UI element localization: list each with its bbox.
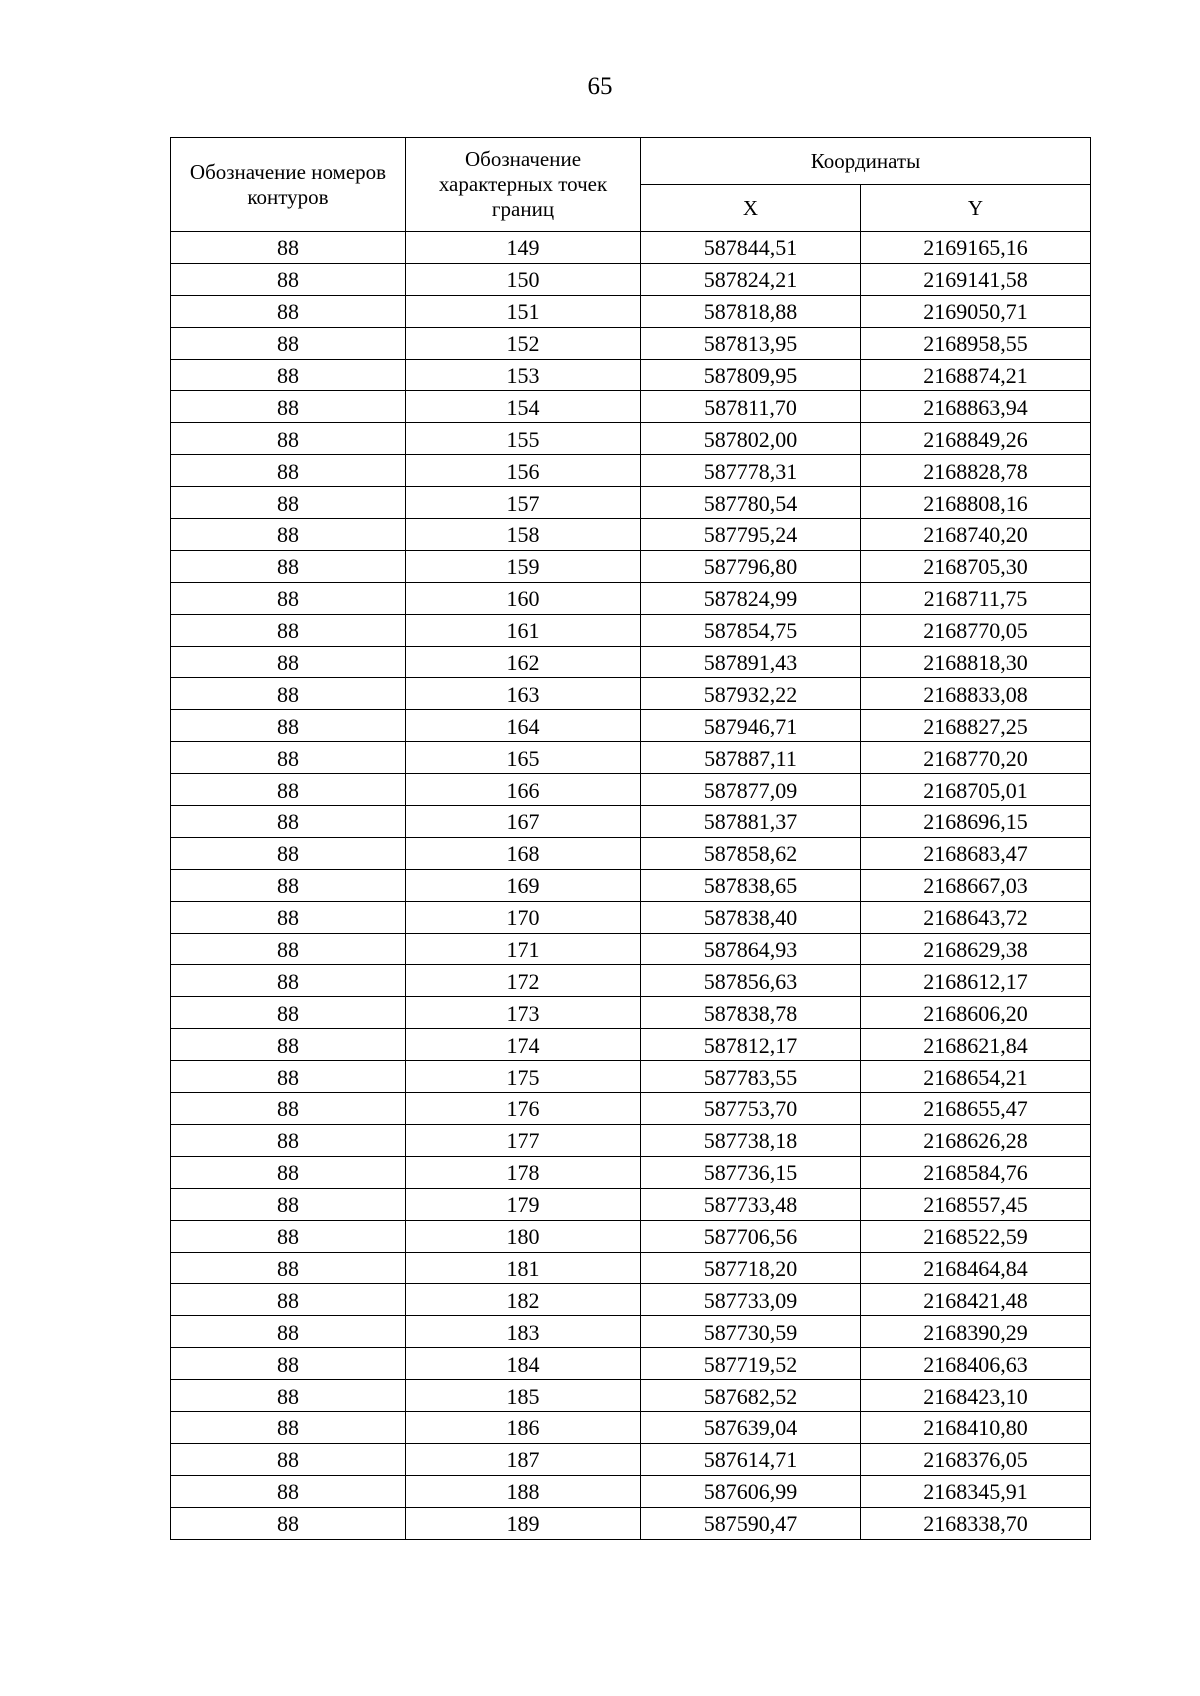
cell-contour-number: 88 [171,1475,406,1507]
cell-point-designation: 171 [406,933,641,965]
cell-x-coordinate: 587736,15 [641,1156,861,1188]
cell-point-designation: 150 [406,263,641,295]
cell-y-coordinate: 2168705,01 [861,774,1091,806]
cell-contour-number: 88 [171,1348,406,1380]
cell-y-coordinate: 2168833,08 [861,678,1091,710]
cell-point-designation: 187 [406,1443,641,1475]
cell-point-designation: 188 [406,1475,641,1507]
cell-point-designation: 174 [406,1029,641,1061]
cell-x-coordinate: 587824,21 [641,263,861,295]
cell-y-coordinate: 2168696,15 [861,806,1091,838]
cell-contour-number: 88 [171,455,406,487]
cell-y-coordinate: 2168808,16 [861,487,1091,519]
cell-point-designation: 156 [406,455,641,487]
cell-contour-number: 88 [171,1124,406,1156]
table-row [171,1061,1091,1093]
cell-contour-number: 88 [171,295,406,327]
header-point-designation: Обозначение характерных точек границ [406,138,641,232]
cell-contour-number: 88 [171,678,406,710]
cell-y-coordinate: 2168410,80 [861,1411,1091,1443]
cell-point-designation: 179 [406,1188,641,1220]
cell-y-coordinate: 2168464,84 [861,1252,1091,1284]
cell-contour-number: 88 [171,263,406,295]
cell-point-designation: 153 [406,359,641,391]
cell-point-designation: 172 [406,965,641,997]
table-row [171,359,1091,391]
cell-contour-number: 88 [171,391,406,423]
cell-point-designation: 157 [406,487,641,519]
cell-contour-number: 88 [171,487,406,519]
cell-contour-number: 88 [171,742,406,774]
cell-point-designation: 154 [406,391,641,423]
cell-contour-number: 88 [171,965,406,997]
cell-y-coordinate: 2168770,20 [861,742,1091,774]
cell-contour-number: 88 [171,519,406,551]
cell-contour-number: 88 [171,1188,406,1220]
cell-point-designation: 155 [406,423,641,455]
cell-x-coordinate: 587811,70 [641,391,861,423]
cell-y-coordinate: 2168863,94 [861,391,1091,423]
cell-contour-number: 88 [171,869,406,901]
cell-y-coordinate: 2168654,21 [861,1061,1091,1093]
cell-point-designation: 173 [406,997,641,1029]
table-row [171,550,1091,582]
cell-point-designation: 170 [406,901,641,933]
table-row [171,423,1091,455]
cell-point-designation: 177 [406,1124,641,1156]
cell-x-coordinate: 587719,52 [641,1348,861,1380]
cell-y-coordinate: 2168522,59 [861,1220,1091,1252]
cell-contour-number: 88 [171,710,406,742]
cell-x-coordinate: 587778,31 [641,455,861,487]
header-contour-number: Обозначение номеров контуров [171,138,406,232]
cell-x-coordinate: 587730,59 [641,1316,861,1348]
cell-x-coordinate: 587606,99 [641,1475,861,1507]
cell-x-coordinate: 587783,55 [641,1061,861,1093]
cell-y-coordinate: 2168612,17 [861,965,1091,997]
cell-point-designation: 182 [406,1284,641,1316]
table-row [171,1507,1091,1539]
table-row [171,232,1091,264]
cell-x-coordinate: 587877,09 [641,774,861,806]
table-row [171,295,1091,327]
table-row [171,263,1091,295]
cell-x-coordinate: 587932,22 [641,678,861,710]
cell-y-coordinate: 2168643,72 [861,901,1091,933]
table-row [171,1252,1091,1284]
cell-y-coordinate: 2168423,10 [861,1380,1091,1412]
cell-point-designation: 167 [406,806,641,838]
cell-point-designation: 164 [406,710,641,742]
cell-y-coordinate: 2168827,25 [861,710,1091,742]
cell-contour-number: 88 [171,1284,406,1316]
cell-point-designation: 159 [406,550,641,582]
table-row [171,646,1091,678]
cell-y-coordinate: 2168584,76 [861,1156,1091,1188]
cell-x-coordinate: 587854,75 [641,614,861,646]
table-row [171,869,1091,901]
table-row [171,806,1091,838]
cell-x-coordinate: 587824,99 [641,582,861,614]
cell-y-coordinate: 2169141,58 [861,263,1091,295]
cell-point-designation: 189 [406,1507,641,1539]
cell-x-coordinate: 587887,11 [641,742,861,774]
cell-contour-number: 88 [171,1443,406,1475]
table-row [171,997,1091,1029]
cell-y-coordinate: 2168406,63 [861,1348,1091,1380]
cell-x-coordinate: 587706,56 [641,1220,861,1252]
cell-x-coordinate: 587812,17 [641,1029,861,1061]
cell-y-coordinate: 2168390,29 [861,1316,1091,1348]
cell-contour-number: 88 [171,327,406,359]
cell-x-coordinate: 587946,71 [641,710,861,742]
cell-contour-number: 88 [171,359,406,391]
page-number: 65 [587,73,613,100]
table-row [171,965,1091,997]
cell-x-coordinate: 587844,51 [641,232,861,264]
cell-contour-number: 88 [171,550,406,582]
cell-x-coordinate: 587891,43 [641,646,861,678]
table-row [171,455,1091,487]
cell-x-coordinate: 587639,04 [641,1411,861,1443]
table-row [171,710,1091,742]
cell-point-designation: 178 [406,1156,641,1188]
cell-point-designation: 161 [406,614,641,646]
cell-point-designation: 184 [406,1348,641,1380]
cell-contour-number: 88 [171,1156,406,1188]
table-row [171,933,1091,965]
cell-y-coordinate: 2168740,20 [861,519,1091,551]
cell-contour-number: 88 [171,423,406,455]
cell-x-coordinate: 587718,20 [641,1252,861,1284]
cell-contour-number: 88 [171,933,406,965]
table-row [171,1316,1091,1348]
cell-contour-number: 88 [171,1061,406,1093]
cell-contour-number: 88 [171,582,406,614]
cell-x-coordinate: 587795,24 [641,519,861,551]
cell-y-coordinate: 2168626,28 [861,1124,1091,1156]
table-row [171,1029,1091,1061]
table-row [171,1156,1091,1188]
cell-x-coordinate: 587838,78 [641,997,861,1029]
cell-x-coordinate: 587818,88 [641,295,861,327]
cell-y-coordinate: 2169050,71 [861,295,1091,327]
cell-point-designation: 185 [406,1380,641,1412]
table-row [171,1188,1091,1220]
table-row [171,614,1091,646]
cell-y-coordinate: 2168705,30 [861,550,1091,582]
cell-contour-number: 88 [171,1220,406,1252]
cell-y-coordinate: 2168711,75 [861,582,1091,614]
cell-contour-number: 88 [171,837,406,869]
cell-y-coordinate: 2168376,05 [861,1443,1091,1475]
cell-x-coordinate: 587802,00 [641,423,861,455]
table-row [171,391,1091,423]
table-row [171,1220,1091,1252]
cell-point-designation: 169 [406,869,641,901]
cell-y-coordinate: 2168667,03 [861,869,1091,901]
table-row [171,519,1091,551]
cell-point-designation: 183 [406,1316,641,1348]
cell-y-coordinate: 2168557,45 [861,1188,1091,1220]
coordinates-table [170,137,1091,1540]
cell-contour-number: 88 [171,614,406,646]
cell-contour-number: 88 [171,1252,406,1284]
cell-y-coordinate: 2168621,84 [861,1029,1091,1061]
cell-x-coordinate: 587733,48 [641,1188,861,1220]
cell-contour-number: 88 [171,232,406,264]
cell-y-coordinate: 2168421,48 [861,1284,1091,1316]
cell-x-coordinate: 587738,18 [641,1124,861,1156]
cell-contour-number: 88 [171,901,406,933]
cell-y-coordinate: 2168629,38 [861,933,1091,965]
cell-contour-number: 88 [171,1411,406,1443]
cell-contour-number: 88 [171,1380,406,1412]
header-y: Y [861,185,1091,232]
cell-y-coordinate: 2168874,21 [861,359,1091,391]
cell-contour-number: 88 [171,1093,406,1125]
table-row [171,1124,1091,1156]
header-coordinates: Координаты [641,138,1091,185]
table-row [171,487,1091,519]
cell-x-coordinate: 587864,93 [641,933,861,965]
table-row [171,742,1091,774]
table-row [171,837,1091,869]
cell-x-coordinate: 587813,95 [641,327,861,359]
cell-x-coordinate: 587780,54 [641,487,861,519]
cell-y-coordinate: 2168606,20 [861,997,1091,1029]
cell-x-coordinate: 587809,95 [641,359,861,391]
cell-point-designation: 180 [406,1220,641,1252]
header-x: X [641,185,861,232]
cell-x-coordinate: 587838,40 [641,901,861,933]
cell-point-designation: 175 [406,1061,641,1093]
cell-point-designation: 166 [406,774,641,806]
cell-y-coordinate: 2168828,78 [861,455,1091,487]
table-row [171,1093,1091,1125]
table-row [171,1475,1091,1507]
table-row [171,1348,1091,1380]
table-row [171,582,1091,614]
cell-x-coordinate: 587838,65 [641,869,861,901]
cell-x-coordinate: 587733,09 [641,1284,861,1316]
cell-contour-number: 88 [171,806,406,838]
table-row [171,1411,1091,1443]
cell-contour-number: 88 [171,997,406,1029]
cell-point-designation: 181 [406,1252,641,1284]
cell-point-designation: 168 [406,837,641,869]
table-row [171,1443,1091,1475]
cell-y-coordinate: 2168683,47 [861,837,1091,869]
table-header [171,138,1091,232]
cell-point-designation: 160 [406,582,641,614]
cell-x-coordinate: 587682,52 [641,1380,861,1412]
cell-point-designation: 158 [406,519,641,551]
cell-y-coordinate: 2168338,70 [861,1507,1091,1539]
cell-contour-number: 88 [171,1507,406,1539]
table-row [171,327,1091,359]
cell-contour-number: 88 [171,1316,406,1348]
cell-x-coordinate: 587881,37 [641,806,861,838]
cell-contour-number: 88 [171,1029,406,1061]
cell-x-coordinate: 587856,63 [641,965,861,997]
cell-point-designation: 163 [406,678,641,710]
cell-x-coordinate: 587753,70 [641,1093,861,1125]
cell-y-coordinate: 2168849,26 [861,423,1091,455]
cell-point-designation: 149 [406,232,641,264]
cell-x-coordinate: 587796,80 [641,550,861,582]
cell-y-coordinate: 2168655,47 [861,1093,1091,1125]
cell-x-coordinate: 587590,47 [641,1507,861,1539]
cell-contour-number: 88 [171,774,406,806]
cell-y-coordinate: 2168770,05 [861,614,1091,646]
table-body [171,232,1091,1540]
table-row [171,1380,1091,1412]
cell-point-designation: 186 [406,1411,641,1443]
cell-point-designation: 176 [406,1093,641,1125]
cell-point-designation: 162 [406,646,641,678]
cell-y-coordinate: 2169165,16 [861,232,1091,264]
table-row [171,901,1091,933]
cell-point-designation: 152 [406,327,641,359]
cell-point-designation: 165 [406,742,641,774]
cell-y-coordinate: 2168958,55 [861,327,1091,359]
table-row [171,774,1091,806]
cell-y-coordinate: 2168818,30 [861,646,1091,678]
cell-point-designation: 151 [406,295,641,327]
cell-y-coordinate: 2168345,91 [861,1475,1091,1507]
table-row [171,1284,1091,1316]
table-row [171,678,1091,710]
cell-x-coordinate: 587858,62 [641,837,861,869]
cell-x-coordinate: 587614,71 [641,1443,861,1475]
cell-contour-number: 88 [171,646,406,678]
